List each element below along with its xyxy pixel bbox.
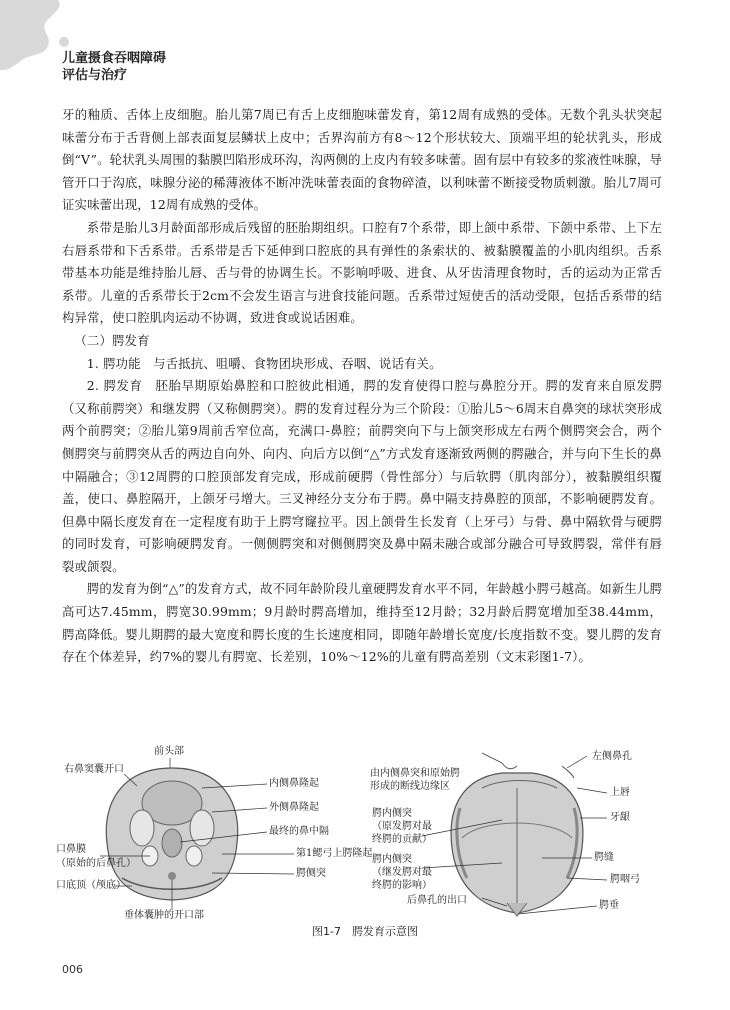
figure-caption: 图1-7 腭发育示意图 (312, 925, 418, 938)
page-number: 006 (62, 963, 83, 976)
label-zuizhong: 最终的鼻中隔 (269, 826, 329, 837)
label-shangchun: 上唇 (610, 787, 630, 798)
label-duanxian-2: 形成的断线边缘区 (370, 781, 450, 792)
section-heading-palate: （二）腭发育 (74, 332, 150, 348)
label-houbi: 后鼻孔的出口 (407, 895, 467, 906)
label-qiantoubu: 前头部 (154, 746, 184, 757)
label-echui: 腭垂 (599, 900, 619, 911)
label-etuchi: 腭侧突 (296, 868, 326, 879)
label-chuiti: 垂体囊肿的开口部 (124, 910, 204, 921)
palate-illustration (451, 763, 583, 916)
palate-diagram (62, 748, 672, 923)
running-header (62, 50, 166, 84)
book-title: 儿童摄食吞咽障碍 (62, 51, 167, 66)
label-wai-bilong: 外侧鼻隆起 (269, 802, 319, 813)
label-neice-a2: （原发腭对最 (372, 821, 432, 832)
paragraph-frenulum: 系带是胎儿3月龄面部形成后残留的胚胎期组织。口腔有7个系带，即上颌中系带、下颌中系带、上下左右唇系带和下舌系带。舌系带是舌下延伸到口腔底的具有弹性的条索状的、被黏膜覆盖的小肌肉组织。舌系带基本功能是维持胎儿唇、舌与骨的协调生长。不影响呼吸、进食、从牙齿清理食物时，舌的运动为正常舌系带。儿童的舌系带长于2cm不会发生语言与进食技能问题。舌系带过短使舌的活动受限，包括舌系带的结构异常，使口腔肌肉运动不协调，致进食或说话困难。 (62, 219, 662, 326)
figure-palate-development (56, 746, 672, 923)
label-zuoce-bikong: 左侧鼻孔 (592, 751, 632, 762)
label-koudiding: 口底顶（颅底） (56, 880, 126, 891)
label-koubimo: 口鼻膜 (56, 844, 86, 855)
label-yuanshi-hou: （原始的后鼻孔） (56, 858, 136, 869)
book-subtitle: 评估与治疗 (62, 68, 128, 83)
label-nei-bilong: 内侧鼻隆起 (269, 778, 319, 789)
paragraph-taste-buds: 牙的釉质、舌体上皮细胞。胎儿第7周已有舌上皮细胞味蕾发育，第12周有成熟的受体。无数个乳头状突起味蕾分布于舌背侧上部表面复层鳞状上皮中；舌界沟前方有8～12个形状较大、顶端平坦的轮状乳头，形成倒“V”。轮状乳头周围的黏膜凹陷形成环沟，沟两侧的上皮内有较多味蕾。固有层中有较多的浆液性味腺，导管开口于沟底，味腺分泌的稀薄液体不断冲洗味蕾表面的食物碎渣，以利味蕾不断接受物质刺激。胎儿7周可证实味蕾出现，12周有成熟的受体。 (62, 107, 662, 213)
label-duanxian-1: 由内侧鼻突和原始腭 (370, 768, 460, 779)
label-neice-a1: 腭内侧突 (372, 808, 412, 819)
label-neice-b3: 终腭的影响） (372, 880, 432, 891)
label-neice-b1: 腭内侧突 (372, 854, 412, 865)
item-palate-development: 2. 腭发育 胚胎早期原始鼻腔和口腔彼此相通，腭的发育使得口腔与鼻腔分开。腭的发育来自原发腭（又称前腭突）和继发腭（又称侧腭突）。腭的发育过程分为三个阶段：①胎儿5～6周末自鼻突的球状突形成两个前腭突；②胎儿第9周前舌窄位高，充满口-鼻腔；前腭突向下与上颌突形成左右两个侧腭突会合，两个侧腭突与前腭突从舌的两边自向外、向内、向后方以倒“△”方式发育逐渐致两侧的腭融合，并与向下生长的鼻中隔融合；③12周腭的口腔顶部发育完成，形成前硬腭（骨性部分）与后软腭（肌肉部分），被黏膜组织覆盖，使口、鼻腔隔开，上颌牙弓增大。三叉神经分支分布于腭。鼻中隔支持鼻腔的顶部，不影响硬腭发育。但鼻中隔长度发育在一定程度有助于上腭穹窿拉平。因上颌骨生长发育（上牙弓）与骨、鼻中隔软骨与硬腭的同时发育，可影响硬腭发育。一侧侧腭突和对侧侧腭突及鼻中隔未融合或部分融合可导致腭裂，常伴有唇裂或颌裂。 (62, 378, 662, 574)
item-palate-function: 1. 腭功能 与舌抵抗、咀嚼、食物团块形成、吞咽、说话有关。 (86, 355, 442, 371)
label-neice-b2: （继发腭对最 (372, 867, 432, 878)
body-text (62, 104, 662, 669)
label-efeng: 腭缝 (594, 852, 614, 863)
label-yayin: 牙龈 (610, 812, 630, 823)
label-eyangong: 腭咽弓 (610, 874, 640, 885)
label-di1-saigong: 第1鳃弓上腭隆起 (296, 848, 373, 859)
label-neice-a3: 终腭的贡献） (372, 834, 432, 845)
corner-decoration (0, 0, 70, 70)
label-you-bidou: 右鼻窦囊开口 (64, 764, 124, 775)
paragraph-palate-growth: 腭的发育为倒“△”的发育方式，故不同年龄阶段儿童硬腭发育水平不同，年龄越小腭弓越高。如新生儿腭高可达7.45mm，腭宽30.99mm；9月龄时腭高增加，维持至12月龄；32月龄后腭宽增加至38.44mm，腭高降低。婴儿期腭的最大宽度和腭长度的生长速度相同，即随年龄增长宽度/长度指数不变。婴儿腭的发育存在个体差异，约7%的婴儿有腭宽、长差别，10%～12%的儿童有腭高差别（文末彩图1-7）。 (62, 581, 662, 665)
